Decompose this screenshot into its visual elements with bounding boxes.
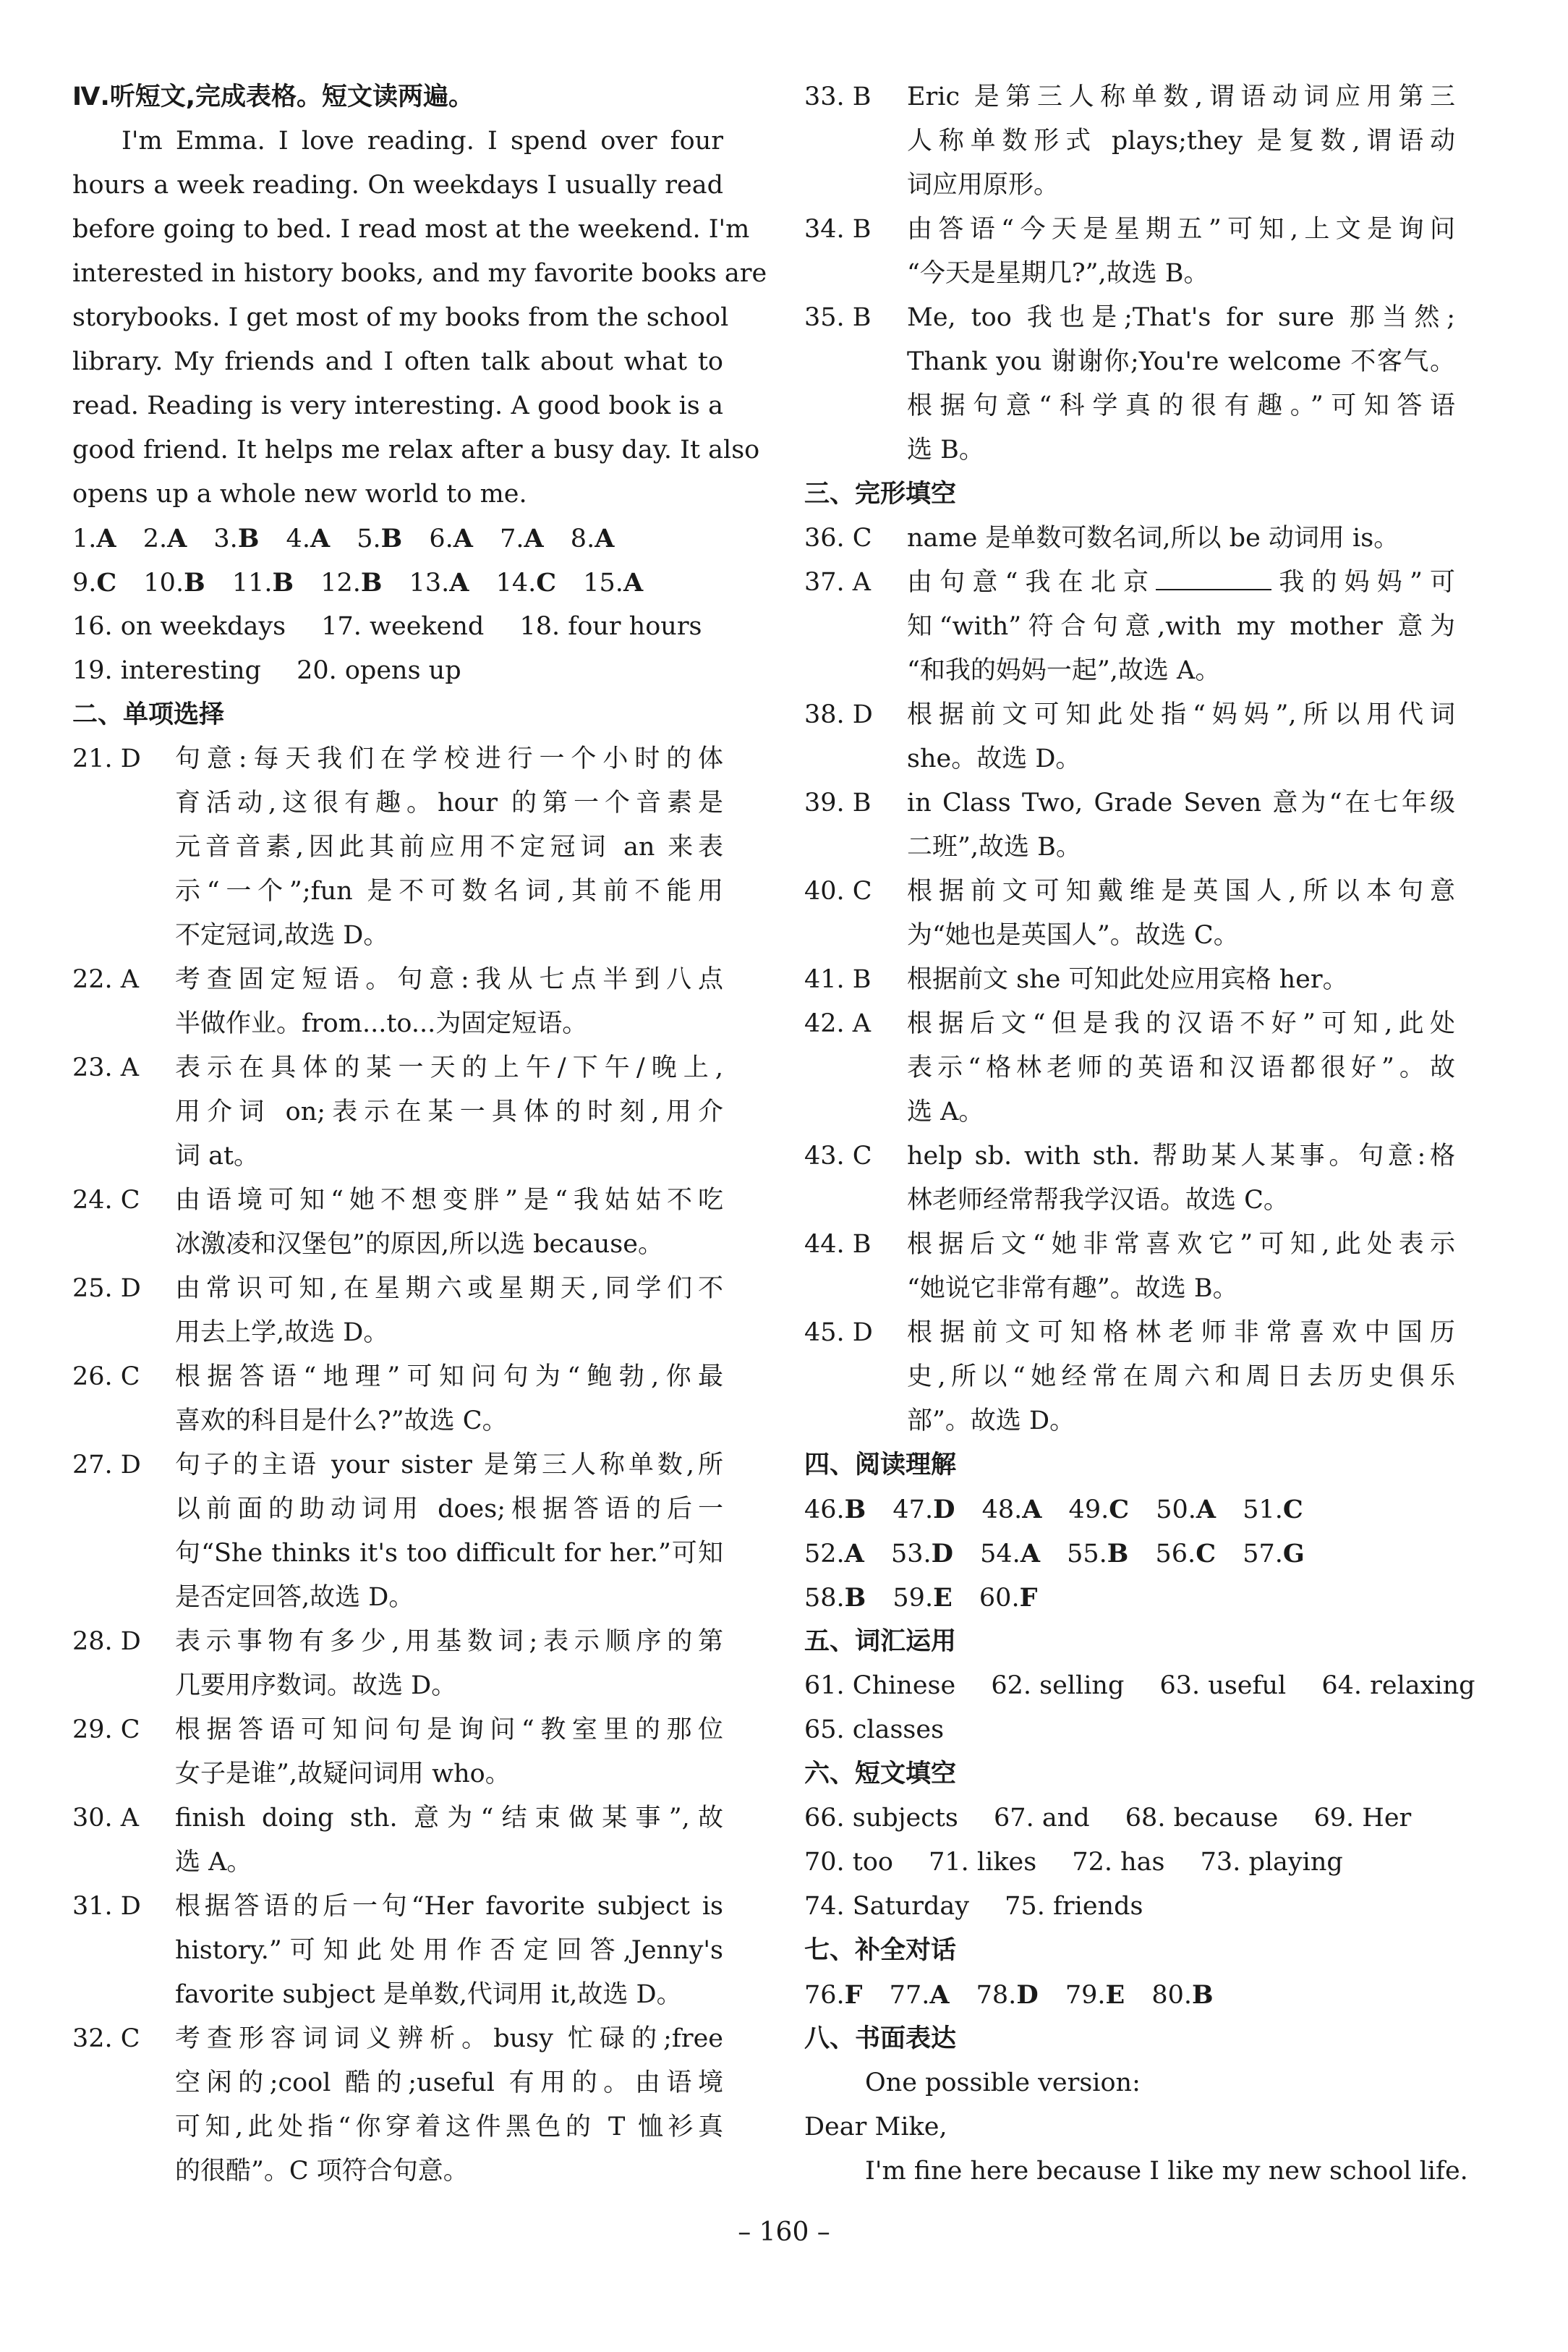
cloze-answers-row	[804, 1885, 1455, 1929]
answer-item	[804, 781, 1455, 870]
item-number: 21. D	[72, 744, 141, 773]
answer: 79.E	[1065, 1980, 1125, 2010]
answer: 1.A	[72, 524, 116, 553]
answer: 47.D	[892, 1495, 955, 1524]
reading-answers-row	[804, 1576, 1455, 1620]
item-number: 26. C	[72, 1362, 140, 1391]
explanation-line: 表示在具体的某一天的上午/下午/晚上,	[175, 1053, 723, 1082]
fill-answer: 19. interesting	[72, 656, 261, 685]
fill-answer: 74. Saturday	[804, 1892, 970, 1921]
fill-answers-row	[72, 605, 723, 649]
explanation-line: favorite subject 是单数,代词用 it,故选 D。	[175, 1980, 682, 2009]
explanation-line: 句子的主语 your sister 是第三人称单数,所	[175, 1451, 723, 1479]
item-number: 28. D	[72, 1627, 141, 1656]
explanation-line: 人称单数形式 plays;they 是复数,谓语动	[907, 127, 1455, 156]
explanation-line: 史,所以“她经常在周六和周日去历史俱乐	[907, 1362, 1455, 1391]
item-number: 31. D	[72, 1892, 141, 1921]
explanation-line: 知“with”符合句意,with my mother 意为	[907, 612, 1455, 641]
fill-answer: 16. on weekdays	[72, 612, 286, 641]
fill-answer: 68. because	[1125, 1804, 1279, 1833]
explanation-line: Thank you 谢谢你;You're welcome 不客气。	[907, 347, 1455, 376]
single-choice-items-cont	[804, 75, 1455, 472]
fill-answer: 73. playing	[1200, 1848, 1343, 1877]
answer-item	[72, 1796, 723, 1885]
explanation-line: 半做作业。from...to...为固定短语。	[175, 1009, 588, 1038]
listening-section-title: Ⅳ.听短文,完成表格。短文读两遍。	[72, 82, 474, 111]
fill-answer: 67. and	[994, 1804, 1090, 1833]
answer: 52.A	[804, 1539, 864, 1568]
dialog-answers-row	[804, 1973, 1455, 2017]
answer: 56.C	[1155, 1539, 1217, 1568]
fill-answers-row	[72, 649, 723, 693]
writing-section-title: 八、书面表达	[804, 2024, 957, 2053]
answer: 57.G	[1243, 1539, 1305, 1568]
fill-answer: 70. too	[804, 1848, 893, 1877]
explanation-line: 由语境可知“她不想变胖”是“我姑姑不吃	[175, 1186, 723, 1215]
listening-answers-row	[72, 517, 723, 561]
item-number: 35. B	[804, 303, 872, 332]
fill-answer: 65. classes	[804, 1715, 945, 1744]
answer: 46.B	[804, 1495, 866, 1524]
answer-item	[804, 1134, 1455, 1223]
item-number: 23. A	[72, 1053, 140, 1082]
vocab-answers-row	[804, 1708, 1455, 1752]
fill-answer: 72. has	[1072, 1848, 1165, 1877]
item-number: 40. C	[804, 877, 872, 906]
explanation-line: 由句意“我在北京 我的妈妈”可	[907, 561, 1455, 605]
listening-answers-row	[72, 561, 723, 605]
answer: 2.A	[142, 524, 187, 553]
passage-line: read. Reading is very interesting. A good book is a	[72, 391, 723, 420]
single-choice-items	[72, 737, 723, 2194]
answer: 77.A	[889, 1980, 950, 2010]
vocab-answers-row	[804, 1664, 1475, 1708]
fill-answer: 63. useful	[1159, 1671, 1287, 1700]
explanation-line: 几要用序数词。故选 D。	[175, 1671, 457, 1700]
answer: 59.E	[892, 1583, 953, 1613]
passage-fill-section-title: 六、短文填空	[804, 1759, 957, 1788]
passage-line: I'm Emma. I love reading. I spend over four	[122, 127, 723, 156]
answer: 48.A	[981, 1495, 1042, 1524]
answer-item	[804, 1223, 1455, 1311]
explanation-line: 根据答语可知问句是询问“教室里的那位	[175, 1715, 723, 1744]
explanation-line: 示“一个”;fun 是不可数名词,其前不能用	[175, 877, 723, 906]
reading-answers-row	[804, 1487, 1455, 1532]
cloze-items	[804, 693, 1455, 1443]
item-number: 37. A	[804, 568, 872, 597]
explanation-line: 冰激凌和汉堡包”的原因,所以选 because。	[175, 1230, 663, 1259]
answer: 8.A	[570, 524, 615, 553]
explanation-line: 林老师经常帮我学汉语。故选 C。	[907, 1186, 1289, 1215]
explanation-line: help sb. with sth. 帮助某人某事。句意:格	[907, 1142, 1455, 1171]
explanation-line: 空闲的;cool 酷的;useful 有用的。由语境	[175, 2068, 723, 2097]
answer-item	[72, 1179, 723, 1267]
explanation-line: name 是单数可数名词,所以 be 动词用 is。	[907, 524, 1399, 553]
cloze-answers-row	[804, 1841, 1455, 1885]
explanation-line: 词应用原形。	[907, 171, 1060, 200]
explanation-line: 表示“格林老师的英语和汉语都很好”。故	[907, 1053, 1455, 1082]
answer: 11.B	[231, 568, 294, 598]
fill-answer: 75. friends	[1005, 1892, 1143, 1921]
explanation-line: in Class Two, Grade Seven 意为“在七年级	[907, 789, 1455, 818]
explanation-line: 根据前文可知此处指“妈妈”,所以用代词	[907, 700, 1455, 729]
explanation-line: 选 B。	[907, 436, 984, 464]
answer: 6.A	[429, 524, 473, 553]
explanation-line: 是否定回答,故选 D。	[175, 1583, 414, 1612]
listening-passage	[72, 119, 767, 517]
passage-line: opens up a whole new world to me.	[72, 480, 527, 509]
explanation-line: 为“她也是英国人”。故选 C。	[907, 921, 1239, 950]
fill-answer: 20. opens up	[297, 656, 461, 685]
item-number: 36. C	[804, 524, 872, 553]
passage-line: interested in history books, and my favorite books are	[72, 259, 767, 288]
answer: 50.A	[1156, 1495, 1217, 1524]
explanation-line: 根据后文“但是我的汉语不好”可知,此处	[907, 1009, 1455, 1038]
explanation-line: 根据句意“科学真的很有趣。”可知答语	[907, 391, 1455, 420]
answer: 10.B	[143, 568, 205, 598]
item-number: 42. A	[804, 1009, 872, 1038]
answer-item	[804, 1311, 1455, 1443]
item-number: 41. B	[804, 965, 872, 994]
page-number: – 160 –	[738, 2217, 830, 2247]
cloze-section-title: 三、完形填空	[804, 480, 957, 509]
right-column	[804, 75, 1475, 2194]
answer-item	[804, 561, 1455, 693]
answer: 15.A	[583, 568, 644, 598]
item-number: 25. D	[72, 1274, 141, 1303]
essay-intro: One possible version:	[865, 2068, 1141, 2097]
answer-item	[804, 1002, 1455, 1134]
vocabulary-section-title: 五、词汇运用	[804, 1627, 957, 1656]
explanation-line: 喜欢的科目是什么?”故选 C。	[175, 1406, 508, 1435]
answer-item	[804, 870, 1455, 958]
answer-item	[72, 1046, 723, 1179]
item-number: 39. B	[804, 789, 872, 818]
answer: 5.B	[357, 524, 403, 553]
fill-answer: 17. weekend	[321, 612, 485, 641]
passage-line: library. My friends and I often talk about what to	[72, 347, 723, 376]
item-number: 27. D	[72, 1451, 141, 1479]
explanation-line: 可知,此处指“你穿着这件黑色的 T 恤衫真	[175, 2113, 723, 2141]
explanation-line: 表示事物有多少,用基数词;表示顺序的第	[175, 1627, 723, 1656]
item-number: 30. A	[72, 1804, 140, 1833]
explanation-line: history.”可知此处用作否定回答,Jenny's	[175, 1936, 723, 1965]
explanation-line: 不定冠词,故选 D。	[175, 921, 389, 950]
answer: 76.F	[804, 1980, 863, 2010]
answer-item	[72, 2017, 723, 2194]
explanation-line: 根据前文可知格林老师非常喜欢中国历	[907, 1318, 1455, 1347]
explanation-line: 根据前文 she 可知此处应用宾格 her。	[907, 965, 1348, 994]
fill-answer: 69. Her	[1313, 1804, 1412, 1833]
explanation-line: 的很酷”。C 项符合句意。	[175, 2157, 469, 2186]
answer: 78.D	[976, 1980, 1039, 2010]
explanation-line: “和我的妈妈一起”,故选 A。	[907, 656, 1221, 685]
answer: 3.B	[213, 524, 260, 553]
item-number: 22. A	[72, 965, 140, 994]
blank-line	[1156, 563, 1271, 590]
essay-salutation: Dear Mike,	[804, 2113, 947, 2141]
explanation-line: 根据后文“她非常喜欢它”可知,此处表示	[907, 1230, 1455, 1259]
explanation-line: 育活动,这很有趣。hour 的第一个音素是	[175, 789, 723, 818]
answer: 14.C	[495, 568, 557, 598]
reading-answers-row	[804, 1532, 1455, 1576]
answer: 53.D	[890, 1539, 953, 1568]
answer-item	[72, 1443, 723, 1620]
cloze-answers-row	[804, 1796, 1455, 1841]
explanation-line: 根据前文可知戴维是英国人,所以本句意	[907, 877, 1455, 906]
explanation-line: 词 at。	[175, 1142, 260, 1171]
answer: 9.C	[72, 568, 117, 598]
answer-item	[804, 693, 1455, 781]
answer: 55.B	[1067, 1539, 1129, 1568]
answer-item	[72, 958, 723, 1046]
explanation-line: 用介词 on;表示在某一具体的时刻,用介	[175, 1098, 723, 1126]
explanation-line: 用去上学,故选 D。	[175, 1318, 389, 1347]
explanation-line: 考查固定短语。句意:我从七点半到八点	[175, 965, 723, 994]
fill-answer: 18. four hours	[519, 612, 702, 641]
fill-answer: 64. relaxing	[1321, 1671, 1475, 1700]
answer: 7.A	[500, 524, 544, 553]
fill-answer: 71. likes	[929, 1848, 1037, 1877]
explanation-line: 二班”,故选 B。	[907, 833, 1081, 862]
answer: 13.A	[409, 568, 469, 598]
reading-section-title: 四、阅读理解	[804, 1451, 957, 1479]
answer-item	[72, 1355, 723, 1443]
answer-item	[72, 1708, 723, 1796]
item-number: 44. B	[804, 1230, 872, 1259]
passage-line: before going to bed. I read most at the weekend. I'm	[72, 215, 750, 244]
explanation-line: 选 A。	[907, 1098, 984, 1126]
answer-item	[72, 1267, 723, 1355]
explanation-line: 由答语“今天是星期五”可知,上文是询问	[907, 215, 1455, 244]
answer-item	[804, 208, 1455, 296]
fill-answer: 61. Chinese	[804, 1671, 956, 1700]
answer-item	[804, 517, 1455, 561]
fill-answer: 62. selling	[991, 1671, 1125, 1700]
item-number: 33. B	[804, 82, 872, 111]
answer: 12.B	[320, 568, 383, 598]
passage-line: storybooks. I get most of my books from the school	[72, 303, 729, 332]
explanation-line: 元音音素,因此其前应用不定冠词 an 来表	[175, 833, 723, 862]
fill-answer: 66. subjects	[804, 1804, 958, 1833]
answer: 54.A	[980, 1539, 1040, 1568]
answer: 4.A	[286, 524, 331, 553]
answer: 58.B	[804, 1583, 866, 1613]
answer: 51.C	[1243, 1495, 1303, 1524]
explanation-line: 句意:每天我们在学校进行一个小时的体	[175, 744, 723, 773]
passage-line: hours a week reading. On weekdays I usually read	[72, 171, 723, 200]
explanation-line: 考查形容词词义辨析。busy 忙碌的;free	[175, 2024, 723, 2053]
explanation-line: 根据答语“地理”可知问句为“鲍勃,你最	[175, 1362, 723, 1391]
answer: 80.B	[1151, 1980, 1214, 2010]
answer-item	[72, 1620, 723, 1708]
explanation-line: 句“She thinks it's too difficult for her.”可知	[175, 1539, 723, 1568]
dialog-section-title: 七、补全对话	[804, 1936, 957, 1965]
explanation-line: finish doing sth. 意为“结束做某事”,故	[175, 1804, 723, 1833]
item-number: 45. D	[804, 1318, 873, 1347]
item-number: 24. C	[72, 1186, 140, 1215]
item-number: 32. C	[72, 2024, 140, 2053]
answer-item	[804, 296, 1455, 472]
explanation-line: “她说它非常有趣”。故选 B。	[907, 1274, 1238, 1303]
passage-line: good friend. It helps me relax after a busy day. It also	[72, 436, 760, 464]
answer-item	[72, 1885, 723, 2017]
explanation-line: 根据答语的后一句“Her favorite subject is	[175, 1892, 723, 1921]
answer: 60.F	[979, 1583, 1038, 1613]
item-number: 38. D	[804, 700, 873, 729]
explanation-line: she。故选 D。	[907, 744, 1081, 773]
explanation-line: 选 A。	[175, 1848, 252, 1877]
explanation-line: 以前面的助动词用 does;根据答语的后一	[175, 1495, 723, 1524]
essay-line: I'm fine here because I like my new school life.	[865, 2157, 1468, 2186]
item-number: 43. C	[804, 1142, 872, 1171]
explanation-line: Me, too 我也是;That's for sure 那当然;	[907, 303, 1455, 332]
left-column	[72, 75, 767, 2194]
item-number: 34. B	[804, 215, 872, 244]
single-choice-section-title: 二、单项选择	[72, 700, 225, 729]
answer: 49.C	[1068, 1495, 1130, 1524]
answer-item	[804, 958, 1455, 1002]
explanation-line: 由常识可知,在星期六或星期天,同学们不	[175, 1274, 723, 1303]
explanation-line: 部”。故选 D。	[907, 1406, 1075, 1435]
explanation-line: Eric 是第三人称单数,谓语动词应用第三	[907, 82, 1455, 111]
answer-item	[804, 75, 1455, 208]
explanation-line: 女子是谁”,故疑问词用 who。	[175, 1759, 511, 1788]
explanation-line: “今天是星期几?”,故选 B。	[907, 259, 1209, 288]
answer-item	[72, 737, 723, 958]
item-number: 29. C	[72, 1715, 140, 1744]
